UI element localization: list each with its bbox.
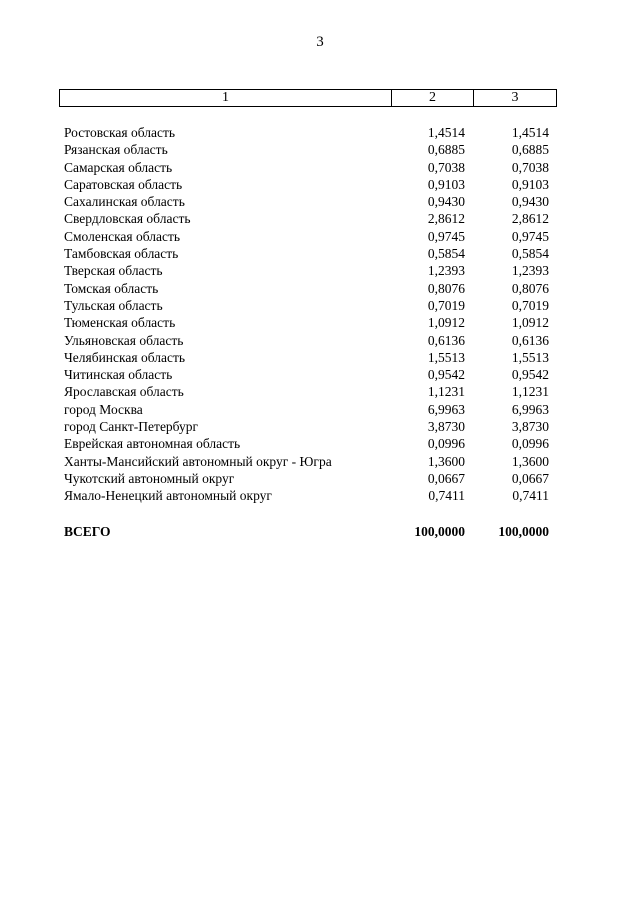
value-col3: 0,6885 <box>511 142 549 158</box>
region-name: Саратовская область <box>64 176 183 192</box>
table-row <box>0 176 640 193</box>
value-col2: 2,8612 <box>427 211 465 227</box>
total-label: ВСЕГО <box>64 524 111 539</box>
column-header-3: 3 <box>474 90 557 107</box>
value-col3: 2,8612 <box>511 211 549 227</box>
region-name: Читинская область <box>64 367 173 383</box>
value-col2: 1,4514 <box>427 125 465 140</box>
value-col3: 0,0996 <box>511 436 549 452</box>
value-col3: 3,8730 <box>511 419 549 435</box>
table-row <box>0 453 640 470</box>
page-number: 3 <box>316 34 324 50</box>
value-col2: 0,0996 <box>427 436 465 452</box>
value-col3: 1,2393 <box>511 263 549 279</box>
value-col2: 1,0912 <box>427 315 465 331</box>
value-col3: 0,9430 <box>511 194 549 210</box>
table-row <box>0 383 640 400</box>
region-name: Тюменская область <box>64 315 176 331</box>
table-row <box>0 401 640 418</box>
value-col3: 0,9745 <box>511 228 549 244</box>
region-name: Ульяновская область <box>64 332 184 348</box>
table-row <box>0 245 640 262</box>
region-name: Тамбовская область <box>64 246 179 262</box>
table-row <box>0 314 640 331</box>
region-name: Ямало-Ненецкий автономный округ <box>64 488 272 504</box>
region-list <box>0 124 640 505</box>
value-col2: 6,9963 <box>427 401 465 417</box>
column-header-2: 2 <box>392 90 474 107</box>
value-col3: 1,0912 <box>511 315 549 331</box>
table-row <box>0 280 640 297</box>
value-col2: 0,6885 <box>427 142 465 158</box>
value-col2: 0,8076 <box>427 280 465 296</box>
region-name: Свердловская область <box>64 211 191 227</box>
region-name: Смоленская область <box>64 228 181 244</box>
table-row <box>0 418 640 435</box>
table-row <box>0 297 640 314</box>
table-row <box>0 210 640 227</box>
total-value-col2: 100,0000 <box>414 524 465 539</box>
value-col2: 0,9542 <box>427 367 465 383</box>
region-name: Челябинская область <box>64 349 186 365</box>
total-value-col3: 100,0000 <box>498 524 549 539</box>
table-row <box>0 435 640 452</box>
table-row <box>0 124 640 141</box>
column-header-1: 1 <box>60 90 392 107</box>
value-col2: 1,3600 <box>427 453 465 469</box>
table-row <box>0 159 640 176</box>
value-col2: 1,2393 <box>427 263 465 279</box>
table-row <box>0 349 640 366</box>
value-col2: 0,5854 <box>427 246 465 262</box>
region-name: Ростовская область <box>64 125 175 140</box>
table-row <box>0 141 640 158</box>
value-col3: 0,6136 <box>511 332 549 348</box>
value-col3: 0,0667 <box>511 470 549 486</box>
value-col3: 0,7019 <box>511 297 549 313</box>
table-row <box>0 262 640 279</box>
region-name: Рязанская область <box>64 142 168 158</box>
region-name: город Санкт-Петербург <box>64 419 199 435</box>
table-row <box>0 470 640 487</box>
value-col3: 1,3600 <box>511 453 549 469</box>
region-name: Ярославская область <box>64 384 184 400</box>
value-col3: 0,7411 <box>512 488 549 504</box>
region-name: Тверская область <box>64 263 163 279</box>
region-name: Тульская область <box>64 297 163 313</box>
value-col3: 1,1231 <box>511 384 549 400</box>
region-name: город Москва <box>64 401 143 417</box>
region-name: Ханты-Мансийский автономный округ - Югра <box>64 453 332 469</box>
table-row <box>0 332 640 349</box>
table-row <box>0 228 640 245</box>
region-name: Сахалинская область <box>64 194 185 210</box>
value-col2: 1,5513 <box>427 349 465 365</box>
value-col3: 1,4514 <box>511 125 549 140</box>
value-col3: 0,9542 <box>511 367 549 383</box>
value-col2: 0,0667 <box>427 470 465 486</box>
value-col3: 0,5854 <box>511 246 549 262</box>
column-header-row <box>60 90 557 107</box>
value-col2: 0,9430 <box>427 194 465 210</box>
value-col2: 0,7038 <box>427 159 465 175</box>
value-col3: 0,9103 <box>511 176 549 192</box>
value-col2: 0,6136 <box>427 332 465 348</box>
value-col2: 0,9103 <box>427 176 465 192</box>
value-col2: 3,8730 <box>427 419 465 435</box>
value-col3: 6,9963 <box>511 401 549 417</box>
value-col2: 1,1231 <box>427 384 465 400</box>
region-name: Самарская область <box>64 159 173 175</box>
value-col3: 0,8076 <box>511 280 549 296</box>
region-name: Чукотский автономный округ <box>64 470 235 486</box>
column-header-table <box>59 89 557 107</box>
table-row <box>0 487 640 504</box>
value-col2: 0,7411 <box>428 488 465 504</box>
value-col2: 0,7019 <box>427 297 465 313</box>
region-name: Еврейская автономная область <box>64 436 241 452</box>
value-col3: 1,5513 <box>511 349 549 365</box>
total-row <box>0 523 640 541</box>
value-col2: 0,9745 <box>427 228 465 244</box>
value-col3: 0,7038 <box>511 159 549 175</box>
table-row <box>0 366 640 383</box>
region-name: Томская область <box>64 280 159 296</box>
table-row <box>0 193 640 210</box>
